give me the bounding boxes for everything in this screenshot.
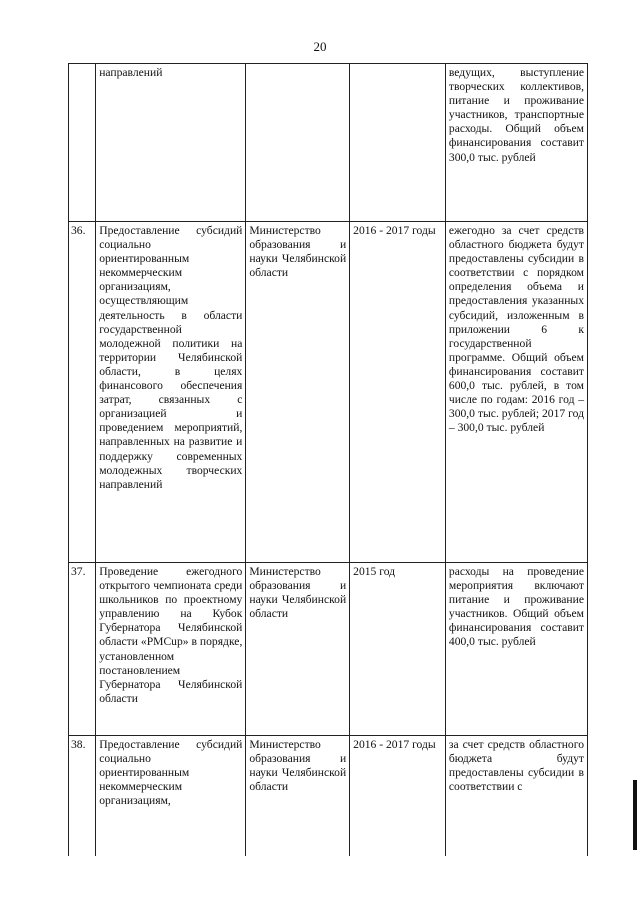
- row-number: 37.: [69, 563, 96, 736]
- measure-result: ежегодно за счет средств областного бюджета будут предоставлены субсидии в соответствии с порядком определения объема и предоставления указанных субсидий, изложенным в приложении 6 к государственной программе. Общий объем финансирования составит 600,0 тыс. рублей, в том числе по годам: 2016 год – 300,0 тыс. рублей; 2017 год – 300,0 тыс. рублей: [448, 224, 584, 435]
- measure-period: 2015 год: [353, 565, 396, 578]
- row-number: 36.: [69, 222, 96, 563]
- measure-executor: Министерство образования и науки Челябинской области: [249, 738, 347, 794]
- measure-result: ведущих, выступление творческих коллективов, питание и проживание участников, транспортные расходы. Общий объем финансирования составит 300,0 тыс. рублей: [448, 66, 584, 164]
- measure-result: за счет средств областного бюджета будут предоставлены субсидии в соответствии с: [448, 738, 584, 794]
- measure-executor: Министерство образования и науки Челябинской области: [249, 565, 347, 621]
- row-number: [69, 64, 96, 222]
- table-row: [69, 64, 588, 222]
- row-number: 38.: [69, 736, 96, 857]
- table-row: [69, 563, 588, 736]
- table-row: [69, 736, 588, 857]
- measure-name: направлений: [99, 66, 163, 79]
- measure-name: Предоставление субсидий социально ориентированным некоммерческим организациям,: [99, 738, 243, 808]
- program-measures-table: [68, 63, 588, 856]
- page-number: 20: [313, 39, 327, 54]
- measure-period: 2016 - 2017 годы: [353, 738, 436, 751]
- table-row: [69, 222, 588, 563]
- scan-edge-mark: [633, 780, 637, 850]
- measure-period: 2016 - 2017 годы: [353, 224, 436, 237]
- measure-name: Проведение ежегодного открытого чемпионата среди школьников по проектному управлению на Кубок Губернатора Челябинской области «PMCup» в порядке, установленном постановлением Губернатора Челябинской области: [99, 565, 243, 705]
- measure-name: Предоставление субсидий социально ориентированным некоммерческим организациям, осуществляющим деятельность в области государственной молодежной политики на территории Челябинской области, в целях финансового обеспечения затрат, связанных с организацией и проведением мероприятий, направленных на развитие и поддержку современных молодежных творческих направлений: [99, 224, 243, 491]
- measure-result: расходы на проведение мероприятия включают питание и проживание участников. Общий объем финансирования составит 400,0 тыс. рублей: [448, 565, 584, 649]
- measure-executor: Министерство образования и науки Челябинской области: [249, 224, 347, 280]
